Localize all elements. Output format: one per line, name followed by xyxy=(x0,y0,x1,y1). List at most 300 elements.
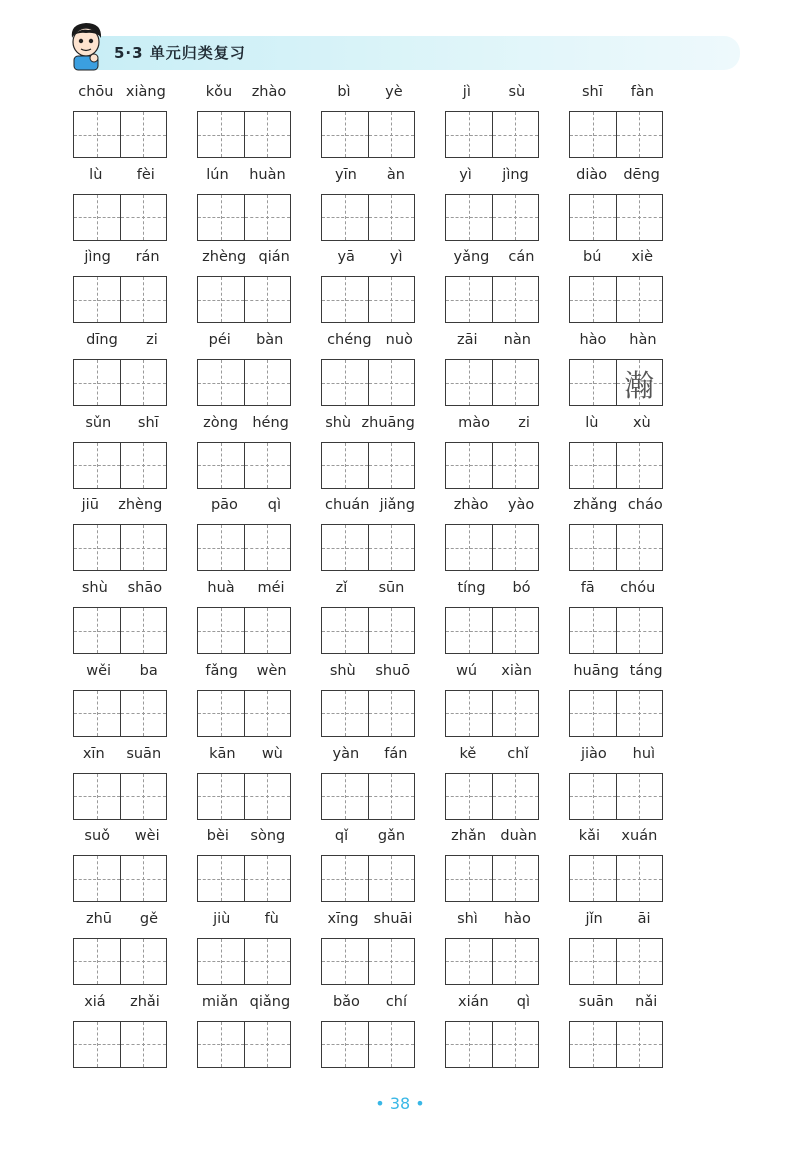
pinyin-label xyxy=(320,167,420,183)
character-square[interactable] xyxy=(492,360,539,405)
pinyin-label xyxy=(444,167,544,183)
character-square[interactable] xyxy=(492,856,539,901)
writing-box[interactable] xyxy=(197,1021,291,1068)
character-square[interactable] xyxy=(74,1022,120,1067)
character-square[interactable] xyxy=(120,277,167,322)
character-square[interactable] xyxy=(446,277,492,322)
word-item xyxy=(66,576,190,659)
pinyin-syllable: héng xyxy=(252,414,289,431)
writing-box[interactable] xyxy=(445,607,539,654)
character-square[interactable] xyxy=(322,608,368,653)
character-square[interactable] xyxy=(492,691,539,736)
word-item xyxy=(66,990,190,1073)
writing-box[interactable] xyxy=(321,1021,415,1068)
pinyin-syllable: bèi xyxy=(206,828,229,845)
pinyin-syllable: xiàn xyxy=(501,662,532,679)
pinyin-label xyxy=(568,994,668,1010)
writing-box[interactable] xyxy=(569,524,663,571)
character-square[interactable] xyxy=(616,443,663,488)
writing-box[interactable] xyxy=(73,855,167,902)
pinyin-syllable: àn xyxy=(386,166,405,183)
pinyin-label xyxy=(568,415,668,431)
pinyin-syllable: yì xyxy=(459,166,472,183)
pinyin-syllable: bó xyxy=(512,580,531,597)
pinyin-label xyxy=(196,580,296,596)
pinyin-syllable: yàn xyxy=(332,745,360,762)
character-square[interactable] xyxy=(492,939,539,984)
word-item xyxy=(438,328,562,411)
writing-box[interactable] xyxy=(569,359,663,406)
character-square[interactable] xyxy=(570,277,616,322)
character-square[interactable] xyxy=(446,608,492,653)
writing-box[interactable] xyxy=(569,773,663,820)
character-square[interactable] xyxy=(322,112,368,157)
writing-box[interactable] xyxy=(569,442,663,489)
pinyin-label xyxy=(444,911,544,927)
character-square[interactable] xyxy=(492,277,539,322)
character-square[interactable] xyxy=(446,691,492,736)
character-square[interactable] xyxy=(322,1022,368,1067)
pinyin-label xyxy=(72,828,172,844)
character-square[interactable] xyxy=(322,277,368,322)
character-square[interactable] xyxy=(198,195,244,240)
character-square[interactable] xyxy=(120,195,167,240)
character-square[interactable] xyxy=(446,195,492,240)
character-square[interactable] xyxy=(322,691,368,736)
word-item xyxy=(562,990,686,1073)
writing-box[interactable] xyxy=(321,855,415,902)
character-square[interactable] xyxy=(120,856,167,901)
character-square[interactable] xyxy=(368,525,415,570)
character-square[interactable] xyxy=(198,443,244,488)
pinyin-syllable: zi xyxy=(146,332,158,349)
character-square[interactable] xyxy=(616,277,663,322)
writing-box[interactable] xyxy=(445,773,539,820)
writing-box[interactable] xyxy=(321,194,415,241)
character-square[interactable] xyxy=(368,1022,415,1067)
pinyin-syllable: jiù xyxy=(213,910,231,927)
writing-box[interactable] xyxy=(197,524,291,571)
character-square[interactable] xyxy=(570,195,616,240)
character-square[interactable] xyxy=(120,1022,167,1067)
character-square[interactable] xyxy=(198,1022,244,1067)
writing-box[interactable] xyxy=(197,855,291,902)
character-square[interactable] xyxy=(74,525,120,570)
character-square[interactable] xyxy=(368,277,415,322)
pinyin-syllable: bǎo xyxy=(332,993,360,1010)
writing-box[interactable] xyxy=(197,773,291,820)
word-item xyxy=(190,80,314,163)
character-square[interactable] xyxy=(446,774,492,819)
writing-box[interactable] xyxy=(197,442,291,489)
word-item xyxy=(190,493,314,576)
character-square[interactable] xyxy=(244,525,291,570)
character-square[interactable] xyxy=(198,608,244,653)
character-square[interactable] xyxy=(492,443,539,488)
pinyin-syllable: fǎng xyxy=(205,662,238,679)
character-square[interactable] xyxy=(198,774,244,819)
writing-box[interactable] xyxy=(197,111,291,158)
writing-box[interactable] xyxy=(197,276,291,323)
character-square[interactable] xyxy=(570,1022,616,1067)
character-square[interactable] xyxy=(322,774,368,819)
pinyin-syllable: mào xyxy=(458,414,490,431)
character-square[interactable] xyxy=(244,608,291,653)
writing-box[interactable] xyxy=(445,938,539,985)
character-square[interactable] xyxy=(322,525,368,570)
writing-box[interactable] xyxy=(569,194,663,241)
writing-box[interactable] xyxy=(197,359,291,406)
character-square[interactable] xyxy=(74,608,120,653)
character-square[interactable] xyxy=(616,525,663,570)
writing-box[interactable] xyxy=(73,938,167,985)
character-square[interactable] xyxy=(446,856,492,901)
pinyin-syllable: shù xyxy=(325,414,352,431)
character-square[interactable] xyxy=(198,112,244,157)
character-square[interactable] xyxy=(244,360,291,405)
pinyin-label xyxy=(320,332,420,348)
pinyin-syllable: fā xyxy=(580,580,595,597)
character-square[interactable] xyxy=(74,774,120,819)
character-square[interactable] xyxy=(446,1022,492,1067)
pinyin-label xyxy=(72,994,172,1010)
word-item xyxy=(314,990,438,1073)
character-square[interactable] xyxy=(120,112,167,157)
writing-box[interactable] xyxy=(569,938,663,985)
writing-box[interactable] xyxy=(73,773,167,820)
pinyin-label xyxy=(444,663,544,679)
pinyin-syllable: chí xyxy=(385,993,408,1010)
character-square[interactable] xyxy=(198,525,244,570)
character-square[interactable] xyxy=(446,112,492,157)
writing-box[interactable] xyxy=(445,524,539,571)
character-square[interactable] xyxy=(368,774,415,819)
pinyin-syllable: dīng xyxy=(86,332,118,349)
pinyin-label xyxy=(444,332,544,348)
character-square[interactable] xyxy=(446,360,492,405)
pinyin-label xyxy=(72,167,172,183)
pinyin-label xyxy=(568,167,668,183)
character-square[interactable] xyxy=(368,195,415,240)
pinyin-syllable: xīn xyxy=(82,745,105,762)
word-item xyxy=(314,742,438,825)
character-square[interactable] xyxy=(492,1022,539,1067)
character-square[interactable] xyxy=(616,360,663,405)
character-square[interactable] xyxy=(74,939,120,984)
word-item xyxy=(438,824,562,907)
pinyin-syllable: zhuāng xyxy=(361,414,415,431)
character-square[interactable] xyxy=(120,360,167,405)
character-square[interactable] xyxy=(244,1022,291,1067)
word-item xyxy=(562,80,686,163)
pinyin-label xyxy=(196,249,296,265)
pinyin-syllable: xīng xyxy=(327,910,359,927)
word-item xyxy=(190,659,314,742)
writing-box[interactable] xyxy=(445,111,539,158)
word-item xyxy=(438,80,562,163)
character-square[interactable] xyxy=(368,112,415,157)
character-square[interactable] xyxy=(570,856,616,901)
pinyin-syllable: zhū xyxy=(85,910,112,927)
character-square[interactable] xyxy=(120,774,167,819)
pinyin-syllable: cháo xyxy=(627,497,663,514)
character-square[interactable] xyxy=(492,112,539,157)
writing-box[interactable] xyxy=(569,607,663,654)
pinyin-syllable: bú xyxy=(583,249,602,266)
writing-box[interactable] xyxy=(321,773,415,820)
character-square[interactable] xyxy=(616,112,663,157)
writing-box[interactable] xyxy=(445,690,539,737)
pinyin-label xyxy=(196,663,296,679)
pinyin-label xyxy=(320,497,420,513)
pinyin-syllable: zhèng xyxy=(118,497,163,514)
character-square[interactable] xyxy=(570,525,616,570)
word-item xyxy=(314,80,438,163)
pinyin-label xyxy=(568,663,668,679)
word-item xyxy=(190,990,314,1073)
writing-box[interactable] xyxy=(321,359,415,406)
word-item xyxy=(438,245,562,328)
character-square[interactable] xyxy=(492,608,539,653)
writing-box[interactable] xyxy=(569,276,663,323)
pinyin-label xyxy=(320,994,420,1010)
pinyin-label xyxy=(568,84,668,100)
writing-box[interactable] xyxy=(197,690,291,737)
pinyin-syllable: lún xyxy=(206,166,229,183)
writing-box[interactable] xyxy=(197,938,291,985)
writing-box[interactable] xyxy=(73,276,167,323)
pinyin-syllable: xuán xyxy=(621,828,658,845)
writing-box[interactable] xyxy=(73,607,167,654)
word-item xyxy=(190,328,314,411)
pinyin-syllable: yǎng xyxy=(453,249,490,266)
character-square[interactable] xyxy=(74,443,120,488)
character-square[interactable] xyxy=(198,691,244,736)
writing-box[interactable] xyxy=(445,194,539,241)
writing-box[interactable] xyxy=(73,690,167,737)
character-square[interactable] xyxy=(616,774,663,819)
character-square[interactable] xyxy=(74,277,120,322)
character-square[interactable] xyxy=(74,360,120,405)
writing-box[interactable] xyxy=(569,690,663,737)
pinyin-syllable: huàn xyxy=(249,166,286,183)
pinyin-label xyxy=(444,497,544,513)
character-square[interactable] xyxy=(446,525,492,570)
character-square[interactable] xyxy=(322,195,368,240)
pinyin-label xyxy=(196,167,296,183)
character-square[interactable] xyxy=(492,525,539,570)
pinyin-syllable: wèi xyxy=(134,828,160,845)
character-square[interactable] xyxy=(570,608,616,653)
character-square[interactable] xyxy=(570,939,616,984)
character-square[interactable] xyxy=(244,856,291,901)
word-item xyxy=(438,163,562,246)
character-square[interactable] xyxy=(120,525,167,570)
pinyin-syllable: hào xyxy=(503,910,531,927)
pinyin-syllable: sǔn xyxy=(85,414,112,431)
character-square[interactable] xyxy=(74,195,120,240)
pinyin-label xyxy=(72,746,172,762)
word-item xyxy=(314,328,438,411)
pinyin-syllable: zhèng xyxy=(202,249,247,266)
character-square[interactable] xyxy=(368,856,415,901)
pinyin-label xyxy=(568,580,668,596)
character-square[interactable] xyxy=(616,1022,663,1067)
writing-box[interactable] xyxy=(197,607,291,654)
pinyin-label xyxy=(72,580,172,596)
pinyin-syllable: yīn xyxy=(335,166,357,183)
character-square[interactable] xyxy=(198,856,244,901)
character-square[interactable] xyxy=(368,360,415,405)
character-square[interactable] xyxy=(570,360,616,405)
pinyin-syllable: méi xyxy=(257,580,285,597)
pinyin-label xyxy=(196,497,296,513)
pinyin-syllable: fèi xyxy=(136,166,155,183)
character-square[interactable] xyxy=(570,112,616,157)
character-square[interactable] xyxy=(120,939,167,984)
writing-box[interactable] xyxy=(445,855,539,902)
character-square[interactable] xyxy=(616,195,663,240)
pinyin-syllable: huāng xyxy=(573,662,619,679)
character-square[interactable] xyxy=(616,856,663,901)
character-square[interactable] xyxy=(198,939,244,984)
pinyin-syllable: xiè xyxy=(631,249,653,266)
writing-box[interactable] xyxy=(73,1021,167,1068)
writing-box[interactable] xyxy=(321,276,415,323)
character-square[interactable] xyxy=(244,277,291,322)
character-square[interactable] xyxy=(244,691,291,736)
pinyin-label xyxy=(72,332,172,348)
word-item xyxy=(190,824,314,907)
pinyin-label xyxy=(196,84,296,100)
writing-box[interactable] xyxy=(321,524,415,571)
pinyin-label xyxy=(72,663,172,679)
pinyin-syllable: huà xyxy=(207,580,235,597)
character-square[interactable] xyxy=(322,360,368,405)
pinyin-syllable: qǐ xyxy=(334,828,349,845)
character-square[interactable] xyxy=(322,856,368,901)
character-square[interactable] xyxy=(74,112,120,157)
pinyin-label xyxy=(72,84,172,100)
pinyin-label xyxy=(196,332,296,348)
character-square[interactable] xyxy=(616,939,663,984)
writing-box[interactable] xyxy=(321,442,415,489)
pinyin-syllable: kǎi xyxy=(578,828,601,845)
writing-box[interactable] xyxy=(73,524,167,571)
character-square[interactable] xyxy=(368,443,415,488)
character-square[interactable] xyxy=(492,774,539,819)
pinyin-label xyxy=(320,580,420,596)
pinyin-label xyxy=(568,332,668,348)
character-square[interactable] xyxy=(120,608,167,653)
character-square[interactable] xyxy=(368,939,415,984)
character-square[interactable] xyxy=(322,939,368,984)
vocabulary-grid xyxy=(66,80,686,1072)
word-item xyxy=(190,163,314,246)
writing-box[interactable] xyxy=(321,938,415,985)
character-square[interactable] xyxy=(198,360,244,405)
character-square[interactable] xyxy=(570,691,616,736)
character-square[interactable] xyxy=(74,856,120,901)
pinyin-syllable: kān xyxy=(209,745,236,762)
character-square[interactable] xyxy=(322,443,368,488)
writing-box[interactable] xyxy=(445,276,539,323)
writing-box[interactable] xyxy=(73,111,167,158)
word-item xyxy=(562,907,686,990)
word-item xyxy=(314,493,438,576)
section-title: 5·3 单元归类复习 xyxy=(114,44,246,62)
pinyin-label xyxy=(444,580,544,596)
pinyin-syllable: shāo xyxy=(127,580,163,597)
pinyin-label xyxy=(196,911,296,927)
pinyin-syllable: rán xyxy=(135,249,160,266)
writing-box[interactable] xyxy=(569,855,663,902)
character-square[interactable] xyxy=(244,939,291,984)
word-item xyxy=(190,245,314,328)
writing-box[interactable] xyxy=(321,111,415,158)
word-item xyxy=(438,659,562,742)
character-square[interactable] xyxy=(368,608,415,653)
writing-box[interactable] xyxy=(197,194,291,241)
pinyin-syllable: suǒ xyxy=(84,828,111,845)
character-square[interactable] xyxy=(570,774,616,819)
pinyin-syllable: zòng xyxy=(203,414,239,431)
pinyin-syllable: jìng xyxy=(84,249,111,266)
writing-box[interactable] xyxy=(321,690,415,737)
word-item xyxy=(438,493,562,576)
pinyin-label xyxy=(568,497,668,513)
pinyin-syllable: shù xyxy=(329,662,356,679)
pinyin-syllable: bàn xyxy=(256,332,284,349)
writing-box[interactable] xyxy=(321,607,415,654)
pinyin-syllable: kě xyxy=(459,745,477,762)
word-item xyxy=(66,245,190,328)
character-square[interactable] xyxy=(120,443,167,488)
character-square[interactable] xyxy=(492,195,539,240)
pinyin-label xyxy=(444,84,544,100)
writing-box[interactable] xyxy=(445,442,539,489)
character-square[interactable] xyxy=(244,443,291,488)
character-square[interactable] xyxy=(244,112,291,157)
character-square[interactable] xyxy=(368,691,415,736)
character-square[interactable] xyxy=(616,608,663,653)
writing-box[interactable] xyxy=(445,359,539,406)
writing-box[interactable] xyxy=(569,1021,663,1068)
pinyin-syllable: tíng xyxy=(457,580,486,597)
writing-box[interactable] xyxy=(73,442,167,489)
writing-box[interactable] xyxy=(445,1021,539,1068)
writing-box[interactable] xyxy=(569,111,663,158)
pinyin-label xyxy=(72,415,172,431)
pinyin-syllable: wěi xyxy=(86,662,112,679)
word-item xyxy=(66,742,190,825)
character-square[interactable] xyxy=(244,774,291,819)
character-square[interactable] xyxy=(198,277,244,322)
character-square[interactable] xyxy=(570,443,616,488)
character-square[interactable] xyxy=(446,939,492,984)
writing-box[interactable] xyxy=(73,359,167,406)
writing-box[interactable] xyxy=(73,194,167,241)
pinyin-syllable: sūn xyxy=(378,580,405,597)
character-square[interactable] xyxy=(120,691,167,736)
pinyin-syllable: jiào xyxy=(580,745,607,762)
character-square[interactable] xyxy=(446,443,492,488)
word-item xyxy=(562,493,686,576)
character-square[interactable] xyxy=(74,691,120,736)
character-square[interactable] xyxy=(244,195,291,240)
character-square[interactable] xyxy=(616,691,663,736)
pinyin-syllable: bì xyxy=(337,84,351,100)
